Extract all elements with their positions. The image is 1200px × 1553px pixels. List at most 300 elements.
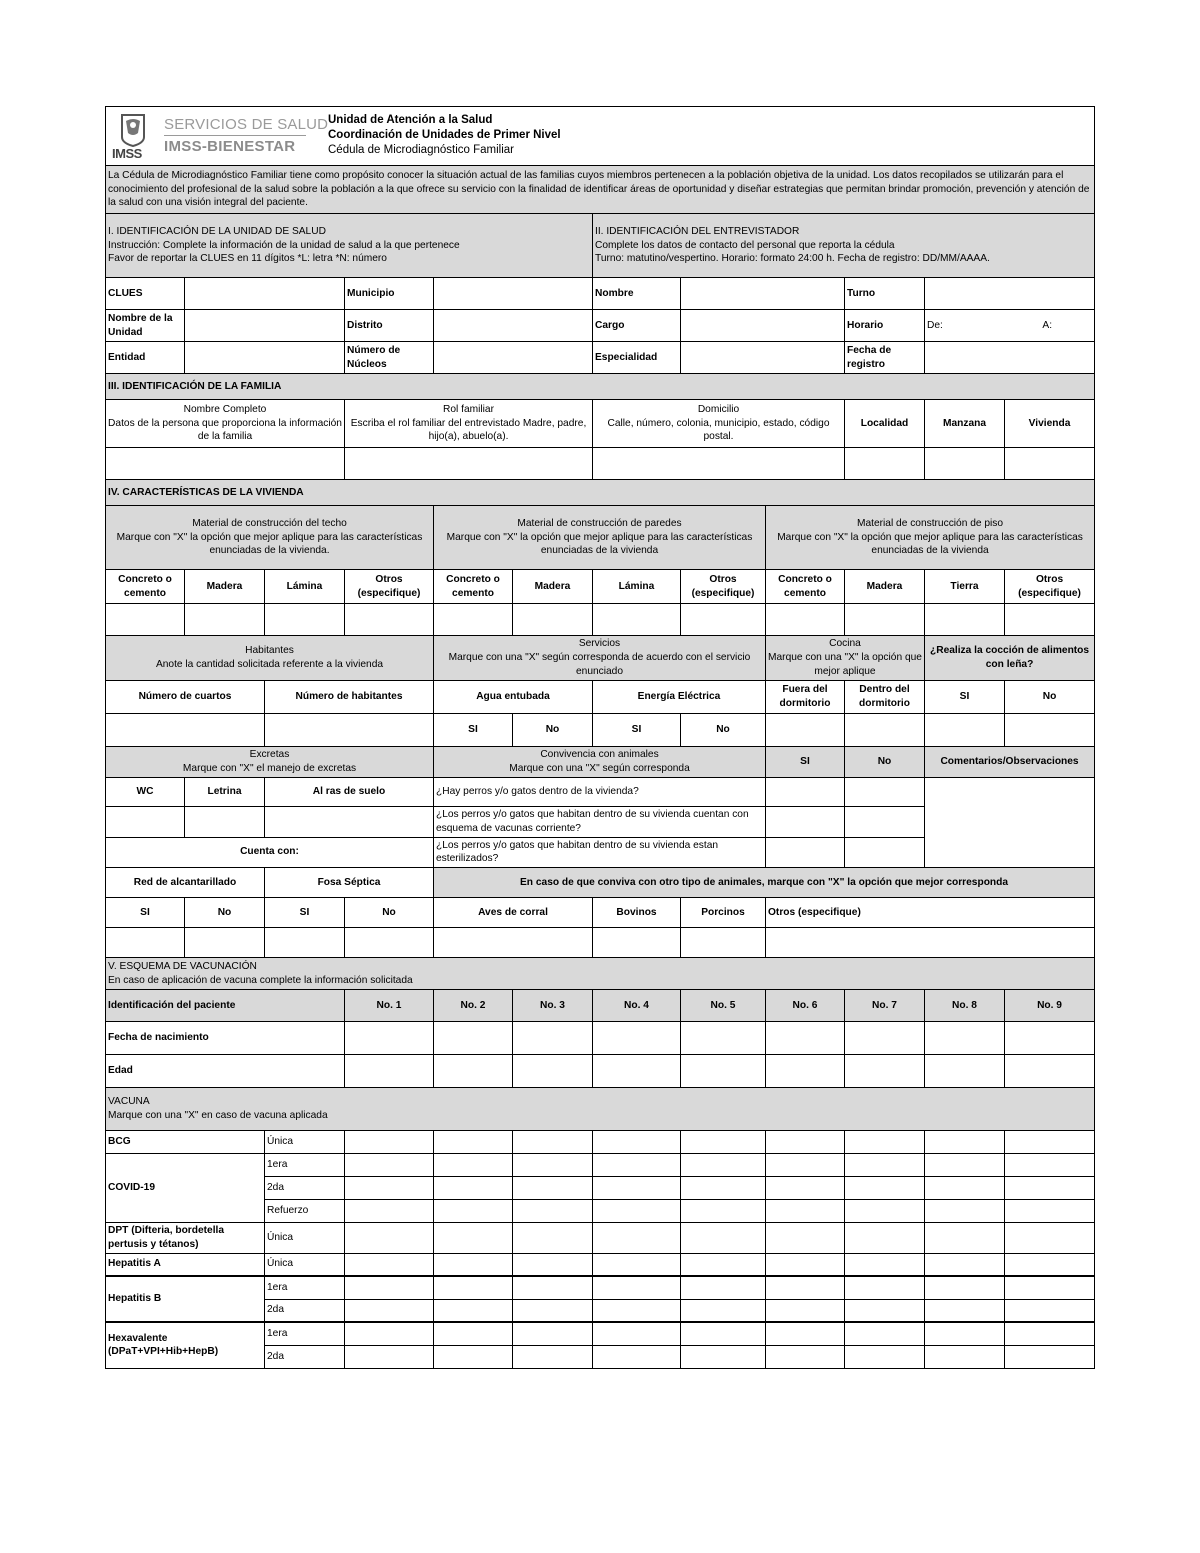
cell[interactable] xyxy=(345,1131,434,1154)
section-4-title: IV. CARACTERÍSTICAS DE LA VIVIENDA xyxy=(106,480,1095,506)
otro-animal-header: En caso de que conviva con otro tipo de animales, marque con "X" la opción que mejor corresponda xyxy=(434,868,1095,898)
label-lena-no: No xyxy=(1005,681,1095,714)
piso-label: Material de construcción de piso xyxy=(856,517,1004,529)
cell[interactable] xyxy=(845,1276,925,1299)
section-5-header xyxy=(106,958,1095,990)
cell[interactable] xyxy=(766,1131,845,1154)
cell[interactable] xyxy=(345,1200,434,1223)
cell[interactable] xyxy=(513,1154,593,1177)
label-nombre: Nombre xyxy=(593,278,681,310)
cell[interactable] xyxy=(513,1253,593,1276)
cell[interactable] xyxy=(1005,1154,1095,1177)
section-5-title: V. ESQUEMA DE VACUNACIÓN xyxy=(108,960,257,972)
field-fn-5[interactable] xyxy=(681,1022,766,1055)
check-q1-no[interactable] xyxy=(845,778,925,807)
cell[interactable] xyxy=(766,1299,845,1322)
field-fn-3[interactable] xyxy=(513,1022,593,1055)
label-fosa-septica: Fosa Séptica xyxy=(265,868,434,898)
rol-familiar-label: Rol familiar xyxy=(443,403,494,415)
paredes-otros: Otros (especifique) xyxy=(681,570,766,604)
dose-covid-refuerzo: Refuerzo xyxy=(265,1200,345,1223)
cell[interactable] xyxy=(925,1154,1005,1177)
paredes-label: Material de construcción de paredes xyxy=(517,517,682,529)
col-manzana: Manzana xyxy=(925,400,1005,448)
cell[interactable] xyxy=(593,1223,681,1254)
cell[interactable] xyxy=(681,1322,766,1345)
habitantes-header xyxy=(106,636,434,681)
label-a: A: xyxy=(1042,319,1053,331)
cell[interactable] xyxy=(1005,1345,1095,1368)
section-2-inst1: Complete los datos de contacto del personal que reporta la cédula xyxy=(595,239,895,251)
vaccine-hexavalente: Hexavalente (DPaT+VPI+Hib+HepB) xyxy=(106,1322,265,1368)
patient-no-7: No. 7 xyxy=(845,990,925,1022)
servicios-header xyxy=(434,636,766,681)
cell[interactable] xyxy=(434,1154,513,1177)
cell[interactable] xyxy=(845,1299,925,1322)
cell[interactable] xyxy=(845,1154,925,1177)
patient-no-8: No. 8 xyxy=(925,990,1005,1022)
label-energia: Energía Eléctrica xyxy=(593,681,766,714)
field-turno[interactable] xyxy=(925,278,1095,310)
cell[interactable] xyxy=(345,1154,434,1177)
cell[interactable] xyxy=(345,1276,434,1299)
check-lena-no[interactable] xyxy=(1005,714,1095,747)
cell[interactable] xyxy=(434,1200,513,1223)
animales-no: No xyxy=(845,747,925,778)
cell[interactable] xyxy=(681,1154,766,1177)
cocina-desc: Marque con una "X" la opción que mejor aplique xyxy=(768,652,922,677)
check-alcantarillado-no[interactable] xyxy=(185,928,265,958)
check-fosa-no[interactable] xyxy=(345,928,434,958)
energia-si[interactable]: SI xyxy=(593,714,681,747)
field-localidad[interactable] xyxy=(845,448,925,480)
cell[interactable] xyxy=(766,1154,845,1177)
check-techo-concreto[interactable] xyxy=(106,604,185,636)
label-turno: Turno xyxy=(845,278,925,310)
check-dentro[interactable] xyxy=(845,714,925,747)
paredes-madera: Madera xyxy=(513,570,593,604)
techo-label: Material de construcción del techo xyxy=(192,517,347,529)
check-alcantarillado-si[interactable] xyxy=(106,928,185,958)
check-fuera[interactable] xyxy=(766,714,845,747)
dose-dpt-unica: Única xyxy=(265,1223,345,1254)
habitantes-label: Habitantes xyxy=(245,645,294,657)
field-comentarios[interactable] xyxy=(925,778,1095,868)
cell[interactable] xyxy=(434,1299,513,1322)
label-de: De: xyxy=(927,319,943,331)
patient-no-5: No. 5 xyxy=(681,990,766,1022)
cell[interactable] xyxy=(925,1200,1005,1223)
cell[interactable] xyxy=(345,1223,434,1254)
field-fn-6[interactable] xyxy=(766,1022,845,1055)
field-entidad[interactable] xyxy=(185,342,345,374)
field-distrito[interactable] xyxy=(434,310,593,342)
label-alcantarillado: Red de alcantarillado xyxy=(106,868,265,898)
cell[interactable] xyxy=(434,1177,513,1200)
animales-header xyxy=(434,747,766,778)
field-edad-5[interactable] xyxy=(681,1055,766,1088)
cocina-label: Cocina xyxy=(829,638,861,650)
techo-concreto: Concreto o cemento xyxy=(106,570,185,604)
cell[interactable] xyxy=(845,1345,925,1368)
check-paredes-concreto[interactable] xyxy=(434,604,513,636)
logo-line1: SERVICIOS DE SALUD xyxy=(164,116,329,133)
check-q1-si[interactable] xyxy=(766,778,845,807)
field-fn-4[interactable] xyxy=(593,1022,681,1055)
cell[interactable] xyxy=(434,1223,513,1254)
label-wc: WC xyxy=(106,778,185,807)
vaccine-bcg: BCG xyxy=(106,1131,265,1154)
cell[interactable] xyxy=(925,1299,1005,1322)
check-piso-otros[interactable] xyxy=(1005,604,1095,636)
field-edad-4[interactable] xyxy=(593,1055,681,1088)
field-edad-2[interactable] xyxy=(434,1055,513,1088)
vacuna-label: VACUNA xyxy=(108,1096,150,1108)
logo-divider xyxy=(164,135,306,136)
cell[interactable] xyxy=(593,1276,681,1299)
field-fecha-registro[interactable] xyxy=(925,342,1095,374)
label-cuenta-con: Cuenta con: xyxy=(106,837,434,868)
patient-no-9: No. 9 xyxy=(1005,990,1095,1022)
field-edad-7[interactable] xyxy=(845,1055,925,1088)
section-2-inst2: Turno: matutino/vespertino. Horario: formato 24:00 h. Fecha de registro: DD/MM/AAAA. xyxy=(595,253,990,265)
lena-header: ¿Realiza la cocción de alimentos con leña? xyxy=(925,636,1095,681)
cell[interactable] xyxy=(845,1200,925,1223)
servicios-desc: Marque con una "X" según corresponda de acuerdo con el servicio enunciado xyxy=(448,652,751,677)
cell[interactable] xyxy=(345,1322,434,1345)
excretas-desc: Marque con "X" el manejo de excretas xyxy=(182,763,357,774)
label-fecha-nacimiento: Fecha de nacimiento xyxy=(106,1022,345,1055)
field-fn-7[interactable] xyxy=(845,1022,925,1055)
animales-desc: Marque con una "X" según corresponda xyxy=(509,763,690,774)
label-dentro: Dentro del dormitorio xyxy=(845,681,925,714)
check-techo-lamina[interactable] xyxy=(265,604,345,636)
dose-hepb-2: 2da xyxy=(265,1299,345,1322)
field-fn-2[interactable] xyxy=(434,1022,513,1055)
cell[interactable] xyxy=(681,1200,766,1223)
field-especialidad[interactable] xyxy=(681,342,845,374)
col-domicilio xyxy=(593,400,845,448)
check-q2-si[interactable] xyxy=(766,807,845,838)
alcantarillado-no: No xyxy=(185,898,265,928)
label-cargo: Cargo xyxy=(593,310,681,342)
label-agua: Agua entubada xyxy=(434,681,593,714)
label-nombre-unidad: Nombre de la Unidad xyxy=(106,310,185,342)
field-fn-1[interactable] xyxy=(345,1022,434,1055)
patient-no-4: No. 4 xyxy=(593,990,681,1022)
dose-bcg-unica: Única xyxy=(265,1131,345,1154)
cell[interactable] xyxy=(434,1322,513,1345)
logo-line2: IMSS-BIENESTAR xyxy=(164,138,296,155)
cell[interactable] xyxy=(345,1299,434,1322)
fosa-si: SI xyxy=(265,898,345,928)
cell[interactable] xyxy=(1005,1299,1095,1322)
label-entidad: Entidad xyxy=(106,342,185,374)
field-edad-1[interactable] xyxy=(345,1055,434,1088)
field-edad-8[interactable] xyxy=(925,1055,1005,1088)
field-habitantes[interactable] xyxy=(265,714,434,747)
check-piso-concreto[interactable] xyxy=(766,604,845,636)
field-horario[interactable] xyxy=(925,310,1095,342)
cell[interactable] xyxy=(345,1345,434,1368)
cell[interactable] xyxy=(513,1200,593,1223)
patient-no-6: No. 6 xyxy=(766,990,845,1022)
dose-hepb-1: 1era xyxy=(265,1276,345,1299)
excretas-label: Excretas xyxy=(249,749,290,761)
check-paredes-lamina[interactable] xyxy=(593,604,681,636)
check-porcinos[interactable] xyxy=(681,928,766,958)
field-rol-familiar[interactable] xyxy=(345,448,593,480)
check-techo-otros[interactable] xyxy=(345,604,434,636)
cell[interactable] xyxy=(766,1345,845,1368)
col-nombre-completo xyxy=(106,400,345,448)
field-nucleos[interactable] xyxy=(434,342,593,374)
check-q3-no[interactable] xyxy=(845,837,925,868)
field-nombre[interactable] xyxy=(681,278,845,310)
cell[interactable] xyxy=(593,1177,681,1200)
piso-concreto: Concreto o cemento xyxy=(766,570,845,604)
cell[interactable] xyxy=(845,1322,925,1345)
label-distrito: Distrito xyxy=(345,310,434,342)
check-techo-madera[interactable] xyxy=(185,604,265,636)
check-fosa-si[interactable] xyxy=(265,928,345,958)
vaccine-hepa: Hepatitis A xyxy=(106,1253,265,1276)
label-porcinos: Porcinos xyxy=(681,898,766,928)
check-letrina[interactable] xyxy=(185,807,265,838)
vaccine-covid: COVID-19 xyxy=(106,1154,265,1223)
techo-lamina: Lámina xyxy=(265,570,345,604)
dose-covid-1: 1era xyxy=(265,1154,345,1177)
cell[interactable] xyxy=(513,1299,593,1322)
check-piso-madera[interactable] xyxy=(845,604,925,636)
cell[interactable] xyxy=(434,1131,513,1154)
check-ras-suelo[interactable] xyxy=(265,807,434,838)
cell[interactable] xyxy=(593,1200,681,1223)
col-rol-familiar xyxy=(345,400,593,448)
cell[interactable] xyxy=(513,1177,593,1200)
cell[interactable] xyxy=(681,1253,766,1276)
field-clues[interactable] xyxy=(185,278,345,310)
cell[interactable] xyxy=(1005,1276,1095,1299)
cell[interactable] xyxy=(1005,1131,1095,1154)
field-otros-animales[interactable] xyxy=(766,928,1095,958)
cell[interactable] xyxy=(681,1223,766,1254)
field-fn-8[interactable] xyxy=(925,1022,1005,1055)
techo-otros: Otros (especifique) xyxy=(345,570,434,604)
cell[interactable] xyxy=(681,1177,766,1200)
comentarios-header: Comentarios/Observaciones xyxy=(925,747,1095,778)
cell[interactable] xyxy=(513,1223,593,1254)
label-cuartos: Número de cuartos xyxy=(106,681,265,714)
cell[interactable] xyxy=(925,1276,1005,1299)
cell[interactable] xyxy=(593,1253,681,1276)
cell[interactable] xyxy=(925,1345,1005,1368)
piso-desc: Marque con "X" la opción que mejor aplique para las características enunciadas de la vivienda xyxy=(777,531,1083,557)
cell[interactable] xyxy=(593,1299,681,1322)
servicios-label: Servicios xyxy=(578,638,621,650)
cell[interactable] xyxy=(513,1345,593,1368)
cell[interactable] xyxy=(766,1276,845,1299)
domicilio-label: Domicilio xyxy=(697,403,740,415)
cell[interactable] xyxy=(1005,1200,1095,1223)
cell[interactable] xyxy=(434,1345,513,1368)
label-letrina: Letrina xyxy=(185,778,265,807)
cell[interactable] xyxy=(845,1253,925,1276)
patient-no-2: No. 2 xyxy=(434,990,513,1022)
field-edad-6[interactable] xyxy=(766,1055,845,1088)
nombre-completo-desc: Datos de la persona que proporciona la información de la familia xyxy=(108,417,342,443)
alcantarillado-si: SI xyxy=(106,898,185,928)
section-2-title: II. IDENTIFICACIÓN DEL ENTREVISTADOR xyxy=(595,225,800,237)
rol-familiar-desc: Escriba el rol familiar del entrevistado Madre, padre, hijo(a), abuelo(a). xyxy=(350,417,587,443)
check-paredes-madera[interactable] xyxy=(513,604,593,636)
dose-hexa-2: 2da xyxy=(265,1345,345,1368)
paredes-concreto: Concreto o cemento xyxy=(434,570,513,604)
field-manzana[interactable] xyxy=(925,448,1005,480)
field-cargo[interactable] xyxy=(681,310,845,342)
section-1-inst2: Favor de reportar la CLUES en 11 dígitos *L: letra *N: número xyxy=(108,253,387,265)
piso-otros: Otros (especifique) xyxy=(1005,570,1095,604)
patient-no-3: No. 3 xyxy=(513,990,593,1022)
cell[interactable] xyxy=(513,1322,593,1345)
label-habitantes: Número de habitantes xyxy=(265,681,434,714)
excretas-header xyxy=(106,747,434,778)
dose-hexa-1: 1era xyxy=(265,1322,345,1345)
label-nucleos: Número de Núcleos xyxy=(345,342,434,374)
cell[interactable] xyxy=(766,1177,845,1200)
cell[interactable] xyxy=(766,1322,845,1345)
paredes-desc: Marque con "X" la opción que mejor aplique para las características enunciadas de la vivienda xyxy=(446,531,753,557)
techo-desc: Marque con "X" la opción que mejor aplique para las características enunciadas de la vivienda. xyxy=(116,531,423,557)
logo-emblem: IMSS xyxy=(112,146,142,161)
cell[interactable] xyxy=(845,1223,925,1254)
piso-header xyxy=(766,506,1095,570)
label-municipio: Municipio xyxy=(345,278,434,310)
dose-covid-2: 2da xyxy=(265,1177,345,1200)
title-cedula: Cédula de Microdiagnóstico Familiar xyxy=(328,143,514,156)
cell[interactable] xyxy=(925,1253,1005,1276)
label-fuera: Fuera del dormitorio xyxy=(766,681,845,714)
check-aves[interactable] xyxy=(434,928,593,958)
label-clues: CLUES xyxy=(106,278,185,310)
piso-tierra: Tierra xyxy=(925,570,1005,604)
label-otros-animales: Otros (especifique) xyxy=(766,898,1095,928)
title-unidad: Unidad de Atención a la Salud xyxy=(328,114,493,126)
check-lena-si[interactable] xyxy=(925,714,1005,747)
check-bovinos[interactable] xyxy=(593,928,681,958)
cell[interactable] xyxy=(766,1200,845,1223)
piso-madera: Madera xyxy=(845,570,925,604)
cell[interactable] xyxy=(513,1276,593,1299)
field-vivienda[interactable] xyxy=(1005,448,1095,480)
label-especialidad: Especialidad xyxy=(593,342,681,374)
cell[interactable] xyxy=(681,1276,766,1299)
patient-no-1: No. 1 xyxy=(345,990,434,1022)
cell[interactable] xyxy=(766,1253,845,1276)
cell[interactable] xyxy=(681,1299,766,1322)
section-1-inst1: Instrucción: Complete la información de la unidad de salud a la que pertenece xyxy=(108,239,460,251)
field-nombre-completo[interactable] xyxy=(106,448,345,480)
section-5-inst: En caso de aplicación de vacuna complete la información solicitada xyxy=(108,974,413,986)
dose-hepa-unica: Única xyxy=(265,1253,345,1276)
cell[interactable] xyxy=(1005,1322,1095,1345)
title-coordinacion: Coordinación de Unidades de Primer Nivel xyxy=(328,128,561,141)
microdiagnostic-form xyxy=(105,106,1095,1369)
label-fecha-registro: Fecha de registro xyxy=(845,342,925,374)
cell[interactable] xyxy=(593,1131,681,1154)
field-municipio[interactable] xyxy=(434,278,593,310)
section-1-title: I. IDENTIFICACIÓN DE LA UNIDAD DE SALUD xyxy=(108,225,326,237)
paredes-lamina: Lámina xyxy=(593,570,681,604)
check-q2-no[interactable] xyxy=(845,807,925,838)
fosa-no: No xyxy=(345,898,434,928)
cell[interactable] xyxy=(513,1131,593,1154)
cell[interactable] xyxy=(925,1322,1005,1345)
agua-si[interactable]: SI xyxy=(434,714,513,747)
field-domicilio[interactable] xyxy=(593,448,845,480)
label-id-paciente: Identificación del paciente xyxy=(106,990,345,1022)
cell[interactable] xyxy=(345,1177,434,1200)
cell[interactable] xyxy=(593,1154,681,1177)
cell[interactable] xyxy=(925,1177,1005,1200)
section-2-header xyxy=(593,214,1095,278)
field-nombre-unidad[interactable] xyxy=(185,310,345,342)
cell[interactable] xyxy=(434,1253,513,1276)
label-aves: Aves de corral xyxy=(434,898,593,928)
vaccine-hepb: Hepatitis B xyxy=(106,1276,265,1322)
cell[interactable] xyxy=(1005,1223,1095,1254)
check-paredes-otros[interactable] xyxy=(681,604,766,636)
field-cuartos[interactable] xyxy=(106,714,265,747)
check-wc[interactable] xyxy=(106,807,185,838)
agua-no[interactable]: No xyxy=(513,714,593,747)
section-1-header xyxy=(106,214,593,278)
label-edad: Edad xyxy=(106,1055,345,1088)
cell[interactable] xyxy=(434,1276,513,1299)
cell[interactable] xyxy=(345,1253,434,1276)
vaccine-dpt: DPT (Difteria, bordetella pertusis y tétanos) xyxy=(106,1223,265,1254)
question-esterilizados: ¿Los perros y/o gatos que habitan dentro de su vivienda estan esterilizados? xyxy=(434,837,766,868)
domicilio-desc: Calle, número, colonia, municipio, estado, código postal. xyxy=(607,417,830,443)
label-horario: Horario xyxy=(845,310,925,342)
check-q3-si[interactable] xyxy=(766,837,845,868)
col-localidad: Localidad xyxy=(845,400,925,448)
cell[interactable] xyxy=(593,1345,681,1368)
field-edad-3[interactable] xyxy=(513,1055,593,1088)
form-header xyxy=(106,107,1095,166)
cell[interactable] xyxy=(681,1345,766,1368)
cell[interactable] xyxy=(1005,1177,1095,1200)
check-piso-tierra[interactable] xyxy=(925,604,1005,636)
col-vivienda: Vivienda xyxy=(1005,400,1095,448)
field-fn-9[interactable] xyxy=(1005,1022,1095,1055)
energia-no[interactable]: No xyxy=(681,714,766,747)
cell[interactable] xyxy=(1005,1253,1095,1276)
cell[interactable] xyxy=(925,1131,1005,1154)
cell[interactable] xyxy=(845,1131,925,1154)
cell[interactable] xyxy=(925,1223,1005,1254)
cell[interactable] xyxy=(845,1177,925,1200)
cell[interactable] xyxy=(766,1223,845,1254)
label-bovinos: Bovinos xyxy=(593,898,681,928)
intro-text: La Cédula de Microdiagnóstico Familiar tiene como propósito conocer la situación actual de las familias cuyos miembros pertenecen a la población objetiva de la unidad. Los datos recopilados se utilizarán para el conocimiento del profesional de la salud sobre la población a la que ofrece su servicio con la finalidad de identificar áreas de oportunidad y diseñar estrategias que permitan brindar promoción, prevención y atención de la salud con una visión integral del paciente. xyxy=(106,166,1095,214)
cell[interactable] xyxy=(593,1322,681,1345)
cocina-header xyxy=(766,636,925,681)
cell[interactable] xyxy=(681,1131,766,1154)
label-ras-suelo: Al ras de suelo xyxy=(265,778,434,807)
habitantes-desc: Anote la cantidad solicitada referente a la vivienda xyxy=(155,659,384,670)
field-edad-9[interactable] xyxy=(1005,1055,1095,1088)
